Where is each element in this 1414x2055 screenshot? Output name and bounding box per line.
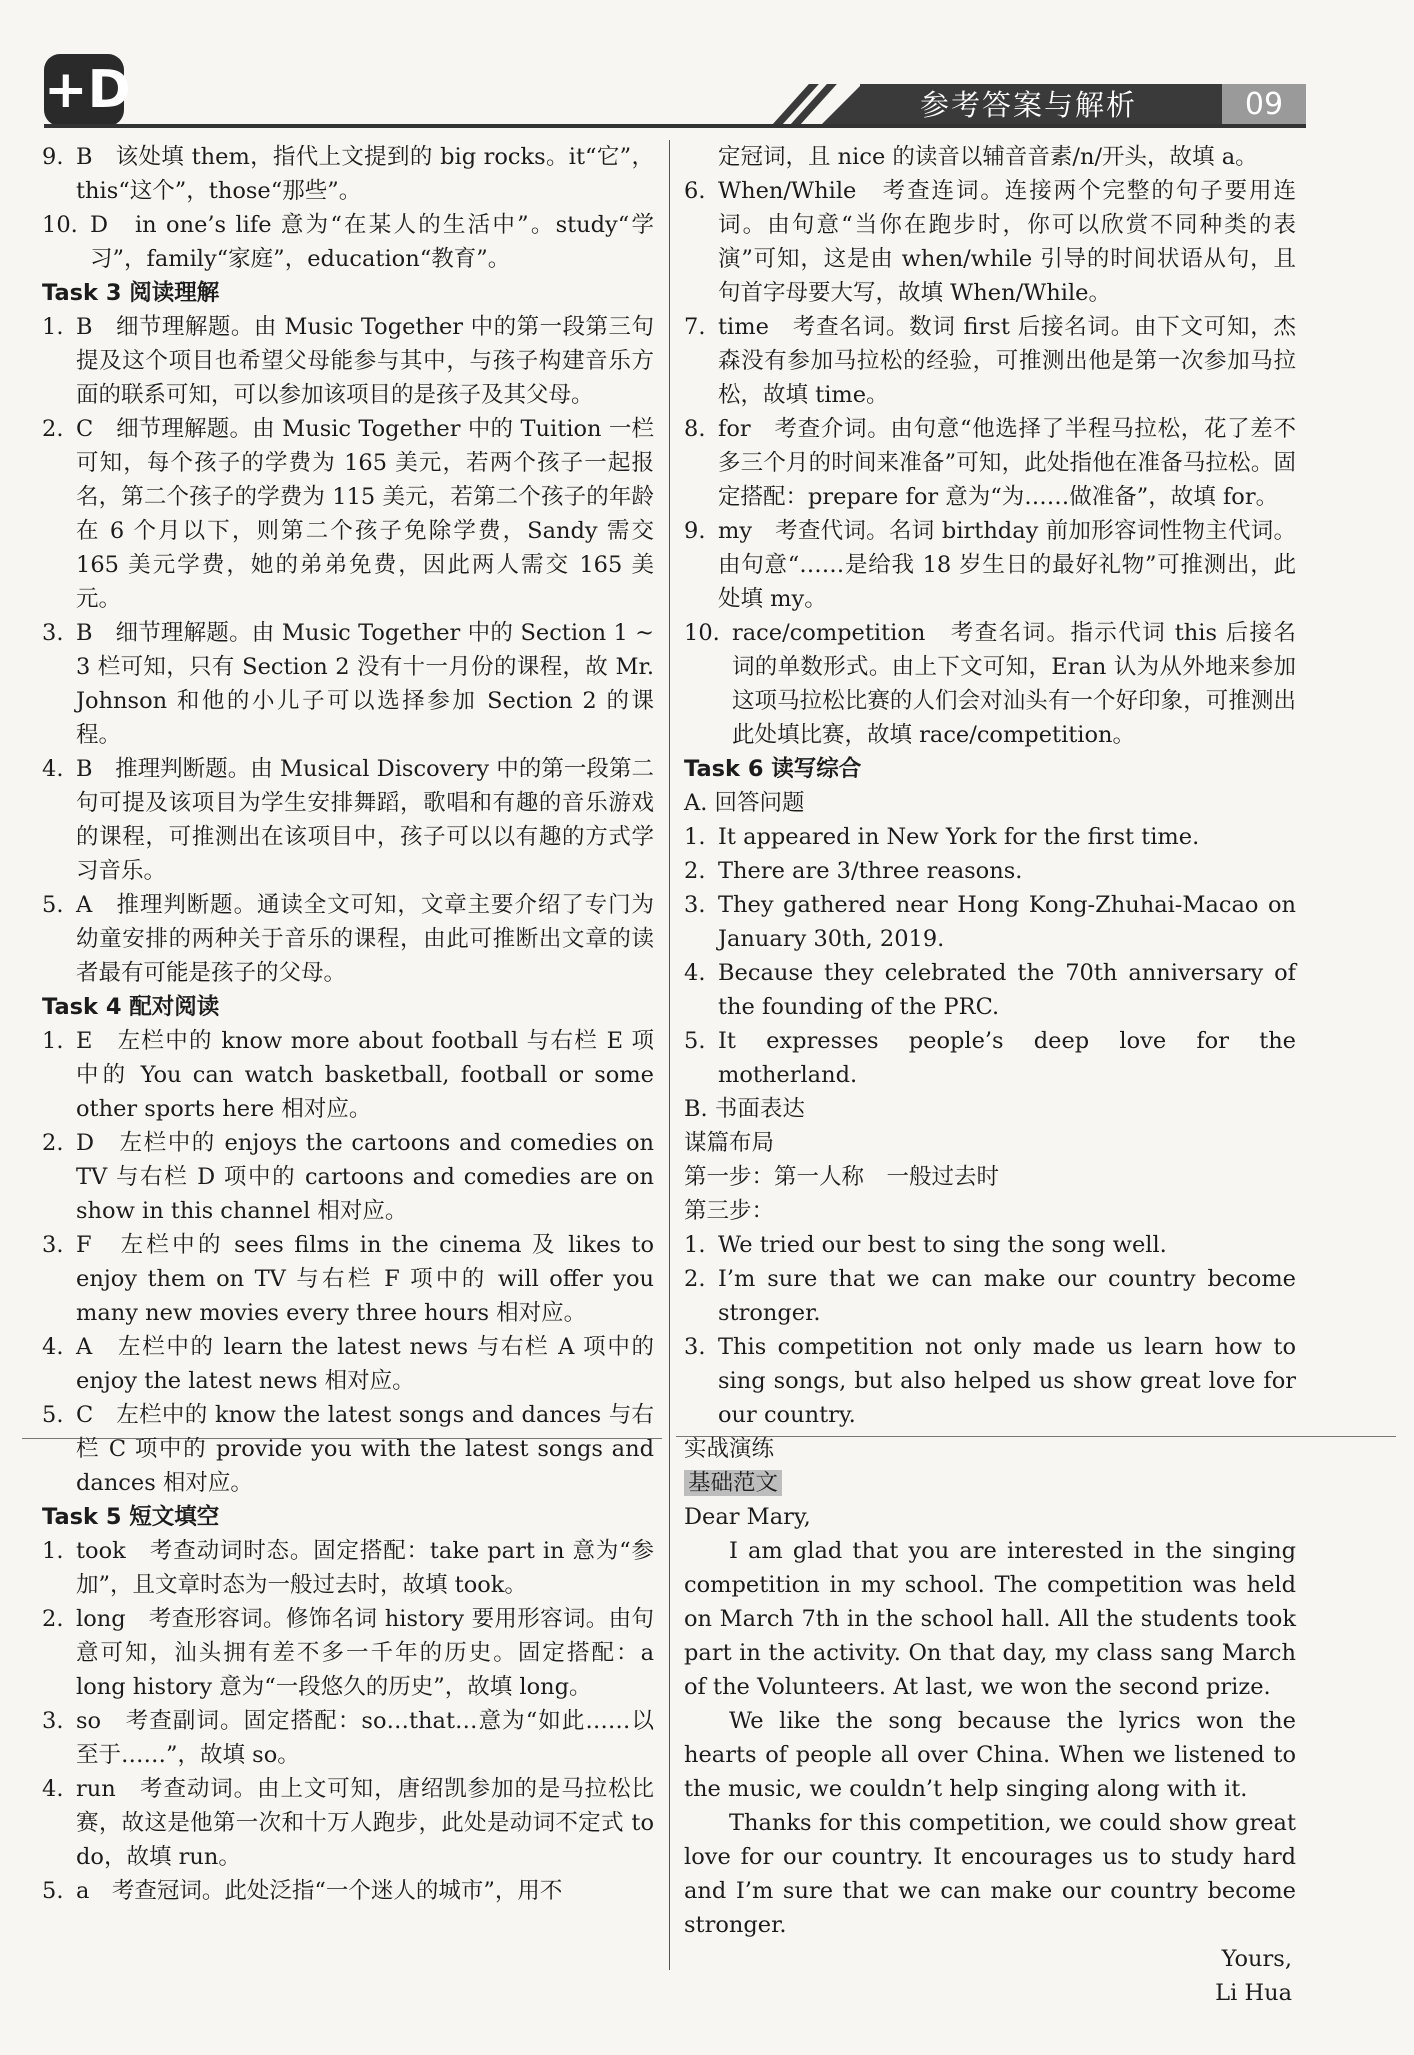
answer-item xyxy=(684,174,1296,310)
task-heading: Task 5 短文填空 xyxy=(42,1504,220,1530)
highlight-label: 基础范文 xyxy=(684,1470,782,1496)
item-number: 2. xyxy=(42,1130,64,1156)
answer-item xyxy=(42,208,654,276)
answer-item xyxy=(42,412,654,616)
answer-item xyxy=(684,514,1296,616)
answer-item xyxy=(684,820,1296,854)
item-number: 5. xyxy=(684,1028,706,1054)
banner-slope xyxy=(820,84,862,126)
answer-item xyxy=(42,1330,654,1398)
item-number: 4. xyxy=(42,1334,64,1360)
item-text: It appeared in New York for the first time. xyxy=(718,824,1200,850)
item-text: B 推理判断题。由 Musical Discovery 中的第一段第二句可提及该项目为学生安排舞蹈，歌唱和有趣的音乐游戏的课程，可推测出在该项目中，孩子可以以有趣的方式学习音乐。 xyxy=(76,756,654,884)
item-number: 10. xyxy=(42,212,78,238)
item-text: for 考查介词。由句意“他选择了半程马拉松，花了差不多三个月的时间来准备”可知，此处指他在准备马拉松。固定搭配：prepare for 意为“为……做准备”，故填 for。 xyxy=(718,416,1296,510)
item-text: We tried our best to sing the song well. xyxy=(718,1232,1167,1258)
essay-paragraph: We like the song because the lyrics won the hearts of people all over China. When we listened to the music, we couldn’t help singing along with it. xyxy=(684,1708,1296,1802)
text-line: B. 书面表达 xyxy=(684,1096,805,1122)
item-number: 3. xyxy=(42,1232,64,1258)
answer-item xyxy=(42,616,654,752)
page-number: 09 xyxy=(1222,84,1306,126)
item-text: B 细节理解题。由 Music Together 中的第一段第三句提及这个项目也希望父母能参与其中，与孩子构建音乐方面的联系可知，可以参加该项目的是孩子及其父母。 xyxy=(76,314,654,408)
answer-item xyxy=(42,1772,654,1874)
item-number: 4. xyxy=(42,1776,64,1802)
item-text: took 考查动词时态。固定搭配：take part in 意为“参加”，且文章时态为一般过去时，故填 took。 xyxy=(76,1538,654,1598)
item-number: 9. xyxy=(684,518,706,544)
item-text: C 左栏中的 know the latest songs and dances 与右栏 C 项中的 provide you with the latest songs and dances 相对应。 xyxy=(76,1402,654,1496)
item-text: D in one’s life 意为“在某人的生活中”。study“学习”，family“家庭”，education“教育”。 xyxy=(90,212,654,272)
text-line: A. 回答问题 xyxy=(684,790,805,816)
text-line: Dear Mary, xyxy=(684,1504,811,1530)
item-text: race/competition 考查名词。指示代词 this 后接名词的单数形式。由上下文可知，Eran 认为从外地来参加这项马拉松比赛的人们会对汕头有一个好印象，可推测出此处填比赛，故填 race/competition。 xyxy=(732,620,1296,748)
answer-item xyxy=(42,1024,654,1126)
item-number: 1. xyxy=(42,1028,64,1054)
answer-item xyxy=(42,1874,654,1908)
publisher-logo: +D xyxy=(44,54,124,126)
item-number: 4. xyxy=(42,756,64,782)
answer-item xyxy=(42,1228,654,1330)
signature-line: Yours, xyxy=(1221,1946,1292,1972)
item-text: run 考查动词。由上文可知，唐绍凯参加的是马拉松比赛，故这是他第一次和十万人跑步，此处是动词不定式 to do，故填 run。 xyxy=(76,1776,654,1870)
item-number: 3. xyxy=(684,1334,706,1360)
text-line: 谋篇布局 xyxy=(684,1130,775,1156)
item-number: 6. xyxy=(684,178,706,204)
right-column xyxy=(684,140,1296,2010)
item-text: D 左栏中的 enjoys the cartoons and comedies on TV 与右栏 D 项中的 cartoons and comedies are on show in this channel 相对应。 xyxy=(76,1130,654,1224)
answer-item xyxy=(42,1534,654,1602)
item-number: 1. xyxy=(42,1538,64,1564)
essay-paragraph: I am glad that you are interested in the singing competition in my school. The competition was held on March 7th in the school hall. All the students took part in the activity. On that day, my class sang March of the Volunteers. At last, we won the second prize. xyxy=(684,1538,1296,1700)
answer-item xyxy=(684,1262,1296,1330)
continued-text: 定冠词，且 nice 的读音以辅音音素/n/开头，故填 a。 xyxy=(718,144,1258,170)
item-number: 4. xyxy=(684,960,706,986)
answer-item xyxy=(684,854,1296,888)
answer-item xyxy=(42,1602,654,1704)
item-number: 2. xyxy=(42,416,64,442)
left-column xyxy=(42,140,654,1908)
item-text: C 细节理解题。由 Music Together 中的 Tuition 一栏可知，每个孩子的学费为 165 美元，若两个孩子一起报名，第二个孩子的学费为 115 美元，若第二个孩子的年龄在 6 个月以下，则第二个孩子免除学费，Sandy 需交 165 美元学费，她的弟弟免费，因此两人需交 165 美元。 xyxy=(76,416,654,612)
item-number: 10. xyxy=(684,620,720,646)
item-text: A 左栏中的 learn the latest news 与右栏 A 项中的 enjoy the latest news 相对应。 xyxy=(76,1334,654,1394)
item-text: F 左栏中的 sees films in the cinema 及 likes to enjoy them on TV 与右栏 F 项中的 will offer you many new movies every three hours 相对应。 xyxy=(76,1232,654,1326)
item-text: a 考查冠词。此处泛指“一个迷人的城市”，用不 xyxy=(76,1878,563,1904)
item-number: 2. xyxy=(684,1266,706,1292)
item-text: my 考查代词。名词 birthday 前加形容词性物主代词。由句意“……是给我 18 岁生日的最好礼物”可推测出，此处填 my。 xyxy=(718,518,1296,612)
answer-item xyxy=(42,1398,654,1500)
signature-line: Li Hua xyxy=(1215,1980,1292,2006)
item-number: 9. xyxy=(42,144,64,170)
answer-item xyxy=(42,310,654,412)
item-number: 1. xyxy=(42,314,64,340)
item-text: time 考查名词。数词 first 后接名词。由下文可知，杰森没有参加马拉松的经验，可推测出他是第一次参加马拉松，故填 time。 xyxy=(718,314,1296,408)
item-text: Because they celebrated the 70th anniversary of the founding of the PRC. xyxy=(718,960,1296,1020)
item-text: When/While 考查连词。连接两个完整的句子要用连词。由句意“当你在跑步时，你可以欣赏不同种类的表演”可知，这是由 when/while 引导的时间状语从句，且句首字母要大写，故填 When/While。 xyxy=(718,178,1296,306)
item-number: 7. xyxy=(684,314,706,340)
task-heading: Task 6 读写综合 xyxy=(684,756,862,782)
answer-item xyxy=(684,1228,1296,1262)
item-number: 5. xyxy=(42,892,64,918)
item-number: 2. xyxy=(684,858,706,884)
item-text: long 考查形容词。修饰名词 history 要用形容词。由句意可知，汕头拥有差不多一千年的历史。固定搭配：a long history 意为“一段悠久的历史”，故填 long。 xyxy=(76,1606,654,1700)
item-text: so 考查副词。固定搭配：so…that…意为“如此……以至于……”，故填 so。 xyxy=(76,1708,654,1768)
item-number: 3. xyxy=(684,892,706,918)
text-line: 实战演练 xyxy=(684,1436,775,1462)
answer-item xyxy=(42,752,654,888)
item-number: 1. xyxy=(684,1232,706,1258)
answer-item xyxy=(684,616,1296,752)
essay-paragraph: Thanks for this competition, we could show great love for our country. It encourages us to study hard and I’m sure that we can make our country become stronger. xyxy=(684,1810,1296,1938)
item-text: There are 3/three reasons. xyxy=(718,858,1023,884)
item-number: 5. xyxy=(42,1402,64,1428)
answer-item xyxy=(684,310,1296,412)
text-line: 第一步：第一人称 一般过去时 xyxy=(684,1164,1000,1190)
item-number: 2. xyxy=(42,1606,64,1632)
text-line: 第三步： xyxy=(684,1198,775,1224)
task-heading: Task 4 配对阅读 xyxy=(42,994,220,1020)
item-text: B 细节理解题。由 Music Together 中的 Section 1 ~ 3 栏可知，只有 Section 2 没有十一月份的课程，故 Mr. Johnson 和他的小儿子可以选择参加 Section 2 的课程。 xyxy=(76,620,654,748)
item-number: 3. xyxy=(42,1708,64,1734)
item-number: 5. xyxy=(42,1878,64,1904)
column-divider xyxy=(669,140,670,1970)
answer-item xyxy=(684,1330,1296,1432)
task-heading: Task 3 阅读理解 xyxy=(42,280,220,306)
item-number: 3. xyxy=(42,620,64,646)
item-number: 1. xyxy=(684,824,706,850)
item-text: They gathered near Hong Kong-Zhuhai-Macao on January 30th, 2019. xyxy=(718,892,1296,952)
item-text: A 推理判断题。通读全文可知，文章主要介绍了专门为幼童安排的两种关于音乐的课程，由此可推断出文章的读者最有可能是孩子的父母。 xyxy=(76,892,654,986)
section-title: 参考答案与解析 xyxy=(920,88,1138,122)
page-header xyxy=(0,0,1414,150)
answer-item xyxy=(684,956,1296,1024)
answer-item xyxy=(684,888,1296,956)
item-number: 8. xyxy=(684,416,706,442)
item-text: I’m sure that we can make our country become stronger. xyxy=(718,1266,1296,1326)
answer-item xyxy=(684,1024,1296,1092)
item-text: E 左栏中的 know more about football 与右栏 E 项中的 You can watch basketball, football or some other sports here 相对应。 xyxy=(76,1028,654,1122)
item-text: B 该处填 them，指代上文提到的 big rocks。it“它”，this“这个”，those“那些”。 xyxy=(76,144,654,204)
item-text: This competition not only made us learn how to sing songs, but also helped us show great love for our country. xyxy=(718,1334,1296,1428)
answer-item xyxy=(42,1126,654,1228)
header-rule xyxy=(44,124,1306,128)
highlight-line xyxy=(684,1466,1296,1500)
answer-item xyxy=(684,412,1296,514)
answer-item xyxy=(42,140,654,208)
answer-item xyxy=(42,888,654,990)
item-text: It expresses people’s deep love for the motherland. xyxy=(718,1028,1296,1088)
answer-item xyxy=(42,1704,654,1772)
